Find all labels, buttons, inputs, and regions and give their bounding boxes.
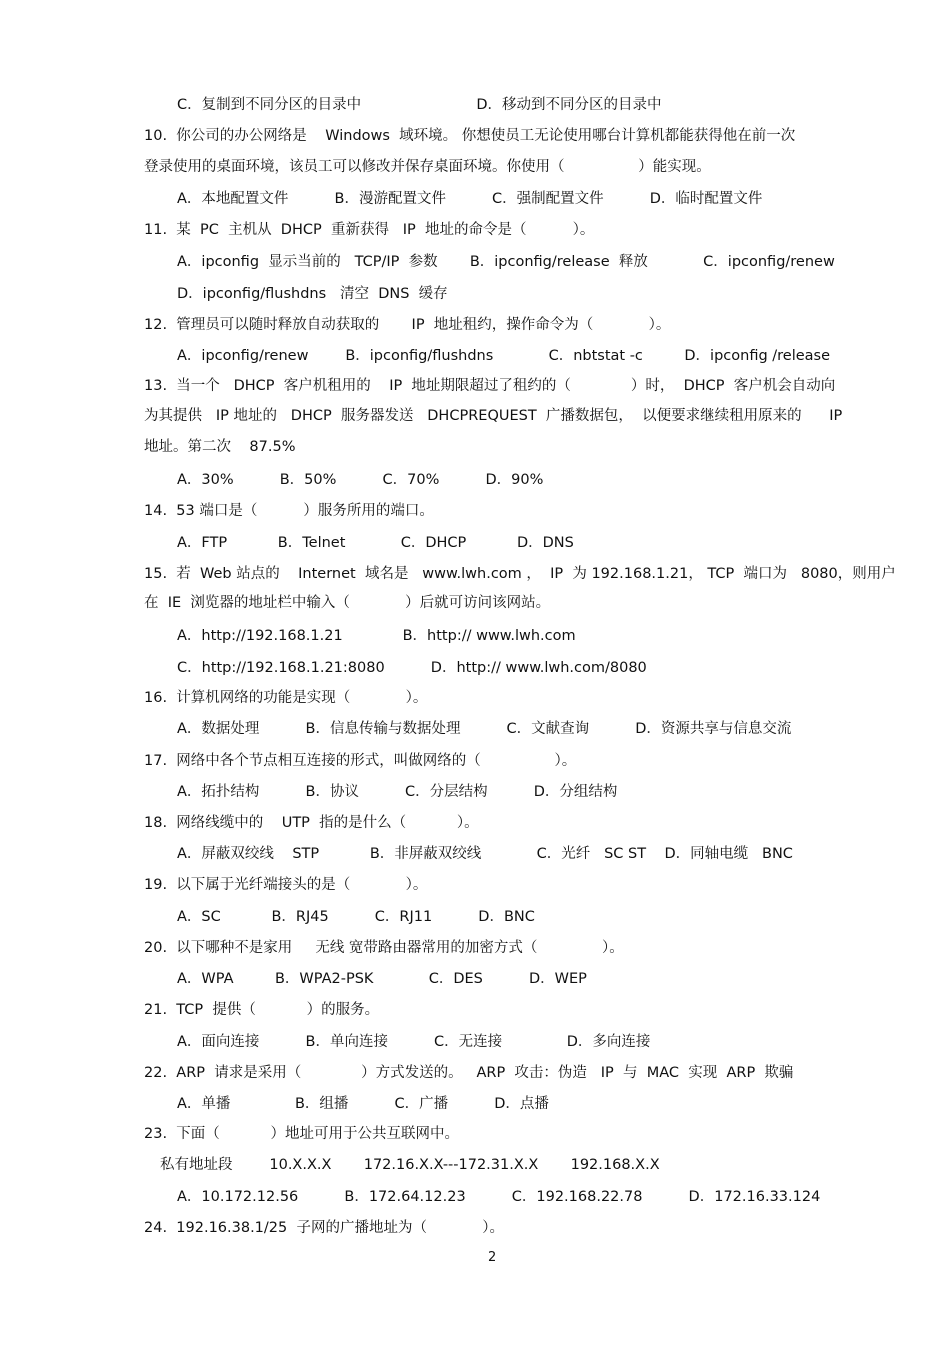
text-line: A．10.172.12.56 B．172.64.12.23 C．192.168.22.78 D．172.16.33.124 <box>177 1189 821 1205</box>
text-line: 13. 当一个 DHCP 客户机租用的 IP 地址期限超过了租约的（ ）时， DHCP 客户机会自动向 <box>144 378 836 394</box>
text-line: A．WPA B．WPA2-PSK C．DES D．WEP <box>177 971 587 987</box>
text-line: 19. 以下属于光纤端接头的是（ ）。 <box>144 877 428 893</box>
text-line: C．http://192.168.1.21:8080 D．http:// www.lwh.com/8080 <box>177 660 647 676</box>
text-line: 20. 以下哪种不是家用 无线 宽带路由器常用的加密方式（ ）。 <box>144 940 624 956</box>
text-line: 23. 下面（ ）地址可用于公共互联网中。 <box>144 1126 459 1142</box>
text-line: 17. 网络中各个节点相互连接的形式，叫做网络的（ ）。 <box>144 753 577 769</box>
text-line: 24. 192.16.38.1/25 子网的广播地址为（ ）。 <box>144 1220 505 1236</box>
text-line: 16. 计算机网络的功能是实现（ ）。 <box>144 690 428 706</box>
text-line: 在 IE 浏览器的地址栏中输入（ ）后就可访问该网站。 <box>144 595 551 611</box>
text-line: A．拓扑结构 B．协议 C．分层结构 D．分组结构 <box>177 784 618 800</box>
text-line: A．SC B．RJ45 C．RJ11 D．BNC <box>177 909 535 925</box>
text-line: A．数据处理 B．信息传输与数据处理 C．文献查询 D．资源共享与信息交流 <box>177 721 792 737</box>
text-line: C．复制到不同分区的目录中 D．移动到不同分区的目录中 <box>177 97 662 113</box>
text-line: A．ipconfig/renew B．ipconfig/flushdns C．nbtstat -c D．ipconfig /release <box>177 348 831 364</box>
text-line: 为其提供 IP 地址的 DHCP 服务器发送 DHCPREQUEST 广播数据包， 以便要求继续租用原来的 IP <box>144 408 843 424</box>
text-line: A．http://192.168.1.21 B．http:// www.lwh.com <box>177 628 576 644</box>
text-line: A．面向连接 B．单向连接 C．无连接 D．多向连接 <box>177 1034 651 1050</box>
page-number: 2 <box>488 1250 497 1265</box>
text-line: 10. 你公司的办公网络是 Windows 域环境。 你想使员工无论使用哪台计算机都能获得他在前一次 <box>144 128 796 144</box>
text-line: 22. ARP 请求是采用（ ）方式发送的。 ARP 攻击：伪造 IP 与 MAC 实现 ARP 欺骗 <box>144 1065 794 1081</box>
text-line: A．30% B．50% C．70% D．90% <box>177 472 544 488</box>
text-line: A．屏蔽双绞线 STP B．非屏蔽双绞线 C．光纤 SC ST D．同轴电缆 BNC <box>177 846 793 862</box>
text-line: 14. 53 端口是（ ）服务所用的端口。 <box>144 503 434 519</box>
text-line: 21. TCP 提供（ ）的服务。 <box>144 1002 380 1018</box>
text-line: D．ipconfig/flushdns 清空 DNS 缓存 <box>177 286 448 302</box>
text-line: 15. 若 Web 站点的 Internet 域名是 www.lwh.com ， IP 为 192.168.1.21， TCP 端口为 8080，则用户 <box>144 566 896 582</box>
text-line: 11. 某 PC 主机从 DHCP 重新获得 IP 地址的命令是（ ）。 <box>144 222 595 238</box>
text-line: A．本地配置文件 B．漫游配置文件 C．强制配置文件 D．临时配置文件 <box>177 191 763 207</box>
text-line: A．单播 B．组播 C．广播 D．点播 <box>177 1096 549 1112</box>
text-line: 18. 网络线缆中的 UTP 指的是什么（ ）。 <box>144 815 479 831</box>
text-line: 12. 管理员可以随时释放自动获取的 IP 地址租约，操作命令为（ ）。 <box>144 317 671 333</box>
text-line: A．ipconfig 显示当前的 TCP/IP 参数 B．ipconfig/release 释放 C．ipconfig/renew <box>177 254 835 270</box>
text-line: 地址。第二次 87.5% <box>144 439 296 455</box>
text-line: 私有地址段 10.X.X.X 172.16.X.X---172.31.X.X 192.168.X.X <box>160 1157 660 1173</box>
text-line: A．FTP B．Telnet C．DHCP D．DNS <box>177 535 574 551</box>
text-line: 登录使用的桌面环境，该员工可以修改并保存桌面环境。你使用（ ）能实现。 <box>144 159 711 175</box>
